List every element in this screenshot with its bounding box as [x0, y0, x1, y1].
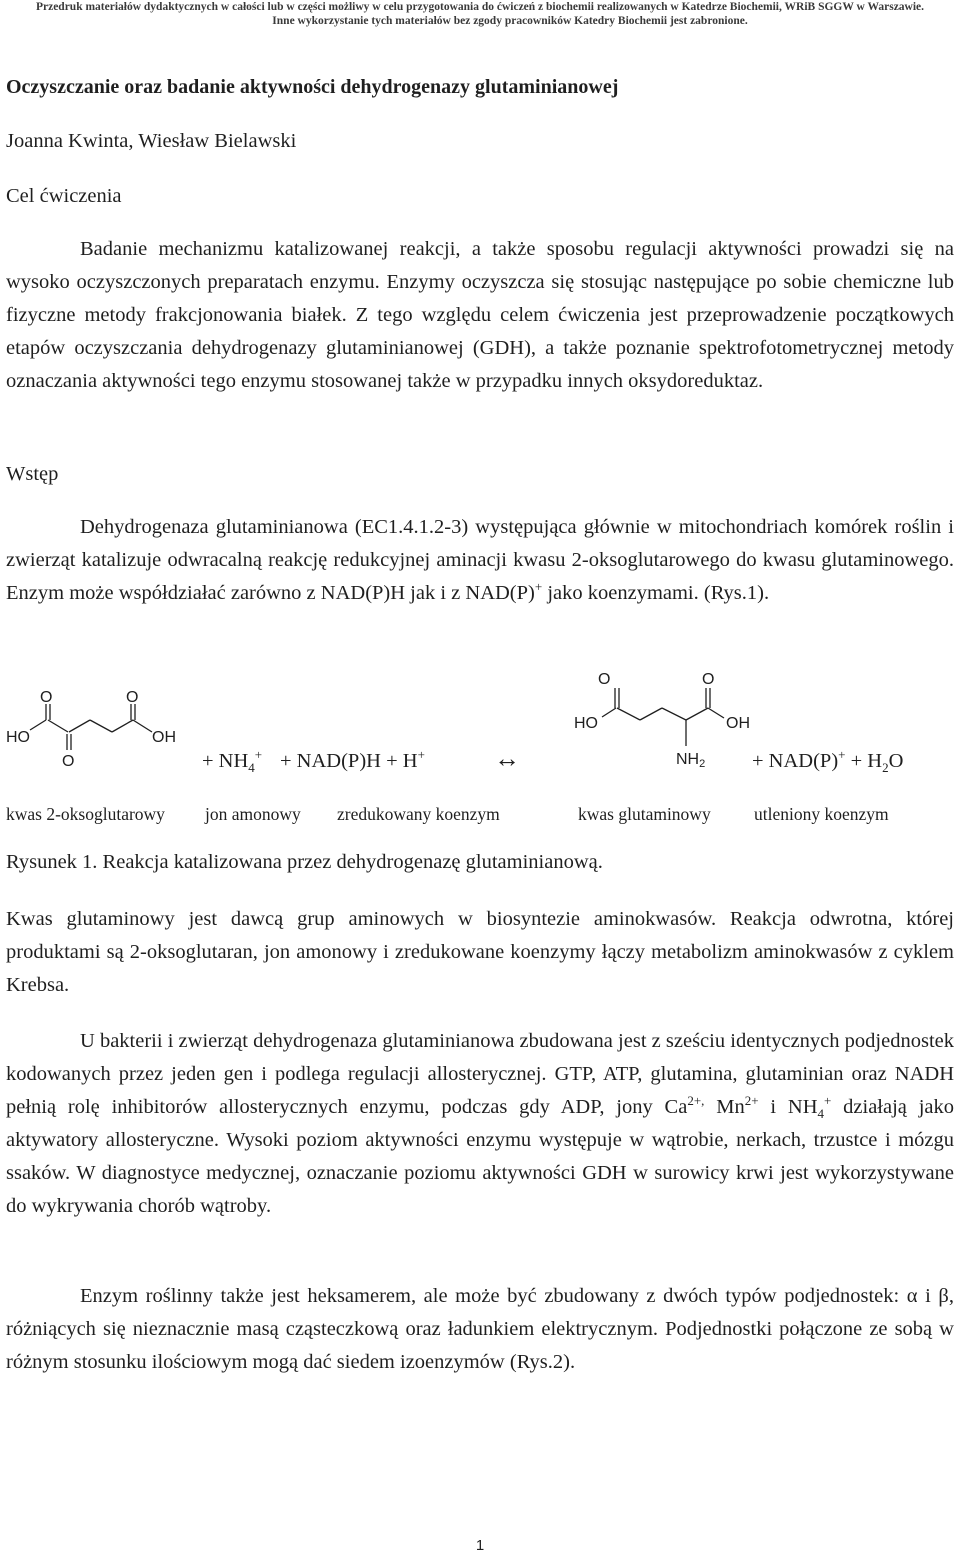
- oxo-o-2: O: [126, 689, 139, 706]
- eq-ammonium: + $NH_4^+$: [202, 747, 263, 776]
- authors: Joanna Kwinta, Wiesław Bielawski: [6, 130, 297, 152]
- glu-o-1: O: [598, 671, 611, 688]
- glu-oh: OH: [726, 715, 750, 732]
- glutamate-structure: [602, 688, 724, 746]
- label-oxidized-coenzyme: utleniony koenzym: [754, 804, 889, 824]
- reaction-structures: [0, 662, 960, 802]
- label-reduced-coenzyme: zredukowany koenzym: [337, 804, 500, 824]
- section-heading-goal: Cel ćwiczenia: [6, 185, 122, 207]
- paragraph-glutamic-acid: Kwas glutaminowy jest dawcą grup aminowych w biosyntezie aminokwasów. Reakcja odwrotna, której produktami są 2-oksoglutaran, jon amonowy i zredukowane koenzymy łączy metabolizm aminokwasów z cyklem Krebsa.: [6, 908, 954, 996]
- intro-paragraph: [6, 511, 954, 610]
- page-header: [0, 0, 960, 28]
- page-number: 1: [475, 1537, 485, 1554]
- header-line-1: Przedruk materiałów dydaktycznych w całości lub w części możliwy w celu przygotowania do ćwiczeń z biochemii realizowanych w Katedrze Biochemii, WRiB SGGW w Warszawie.: [35, 1, 925, 13]
- reversible-arrow: ↔: [494, 744, 520, 773]
- goal-paragraph: Badanie mechanizmu katalizowanej reakcji, a także sposobu regulacji aktywności prowadzi się na wysoko oczyszczonych preparatach enzymu. Enzymy oczyszcza się stosując następujące po sobie chemiczne lub fizyczne metody frakcjonowania białek. Z tego względu celem ćwiczenia jest przeprowadzenie początkowych etapów oczyszczania dehydrogenazy glutaminianowej (GDH), a także poznanie spektrofotometrycznej metody oznaczania aktywności tego enzymu stosowanej także w przypadku innych oksydoreduktaz.: [6, 238, 954, 392]
- intro-text: Dehydrogenaza glutaminianowa (EC1.4.1.2-3) występująca głównie w mitochondriach komórek roślin i zwierząt katalizuje odwracalną reakcję redukcyjnej aminacji kwasu 2-oksoglutarowego do kwasu glutaminowego. Enzym może współdziałać zarówno z NAD(P)H jak i z NAD(P): [6, 516, 954, 604]
- oxo-o-1: O: [40, 689, 53, 706]
- intro-tail: jako koenzymami. (Rys.1).: [542, 582, 770, 604]
- figure-caption: Rysunek 1. Reakcja katalizowana przez dehydrogenazę glutaminianową.: [6, 851, 603, 873]
- document-title: Oczyszczanie oraz badanie aktywności dehydrogenazy glutaminianowej: [6, 76, 619, 98]
- label-glutamate: kwas glutaminowy: [578, 804, 711, 824]
- oxoglutarate-structure: [30, 704, 152, 750]
- eq-oxidized-coenzyme: + $NAD(P)^+ + H_2O$: [752, 747, 904, 776]
- label-oxoglutarate: kwas 2-oksoglutarowy: [6, 804, 165, 824]
- header-line-2: Inne wykorzystanie tych materiałów bez zgody pracowników Katedry Biochemii jest zabronione.: [272, 15, 748, 27]
- label-ammonium: jon amonowy: [205, 804, 301, 824]
- oxo-ho: HO: [6, 729, 30, 746]
- paragraph-bacteria: U bakterii i zwierząt dehydrogenaza glutaminianowa zbudowana jest z sześciu identycznych podjednostek kodowanych przez jeden gen i podlega regulacji allosterycznej. GTP, ATP, glutamina, glutaminian oraz NADH pełnią rolę inhibitorów allosterycznych enzymu, podczas gdy ADP, jony $Ca^{2+,}$ $Mn^{2+}$ i $NH_4^+$ działają jako aktywatory allosteryczne. Wysoki poziom aktywności enzymu występuje w wątrobie, nerkach, trzustce i mózgu ssaków. W diagnostyce medycznej, oznaczanie poziomu aktywności GDH w surowicy krwi jest wykorzystywane do wykrywania chorób wątroby.: [6, 1030, 954, 1217]
- eq-reduced-coenzyme: + NAD(P)H + H+: [280, 747, 425, 772]
- paragraph-plant-enzyme: Enzym roślinny także jest heksamerem, ale może być zbudowany z dwóch typów podjednostek: α i β, różniących się nieznacznie masą cząsteczkową oraz ładunkiem elektrycznym. Podjednostki połączone ze sobą w różnym stosunku ilościowym mogą dać siedem izoenzymów (Rys.2).: [6, 1285, 954, 1373]
- section-heading-intro: Wstęp: [6, 463, 59, 485]
- glu-nh2: NH2: [676, 751, 706, 770]
- glu-o-2: O: [702, 671, 715, 688]
- oxo-oh: OH: [152, 729, 176, 746]
- reaction-figure: [0, 662, 960, 832]
- glu-ho: HO: [574, 715, 598, 732]
- intro-sup: +: [534, 579, 543, 595]
- oxo-o-3: O: [62, 753, 75, 770]
